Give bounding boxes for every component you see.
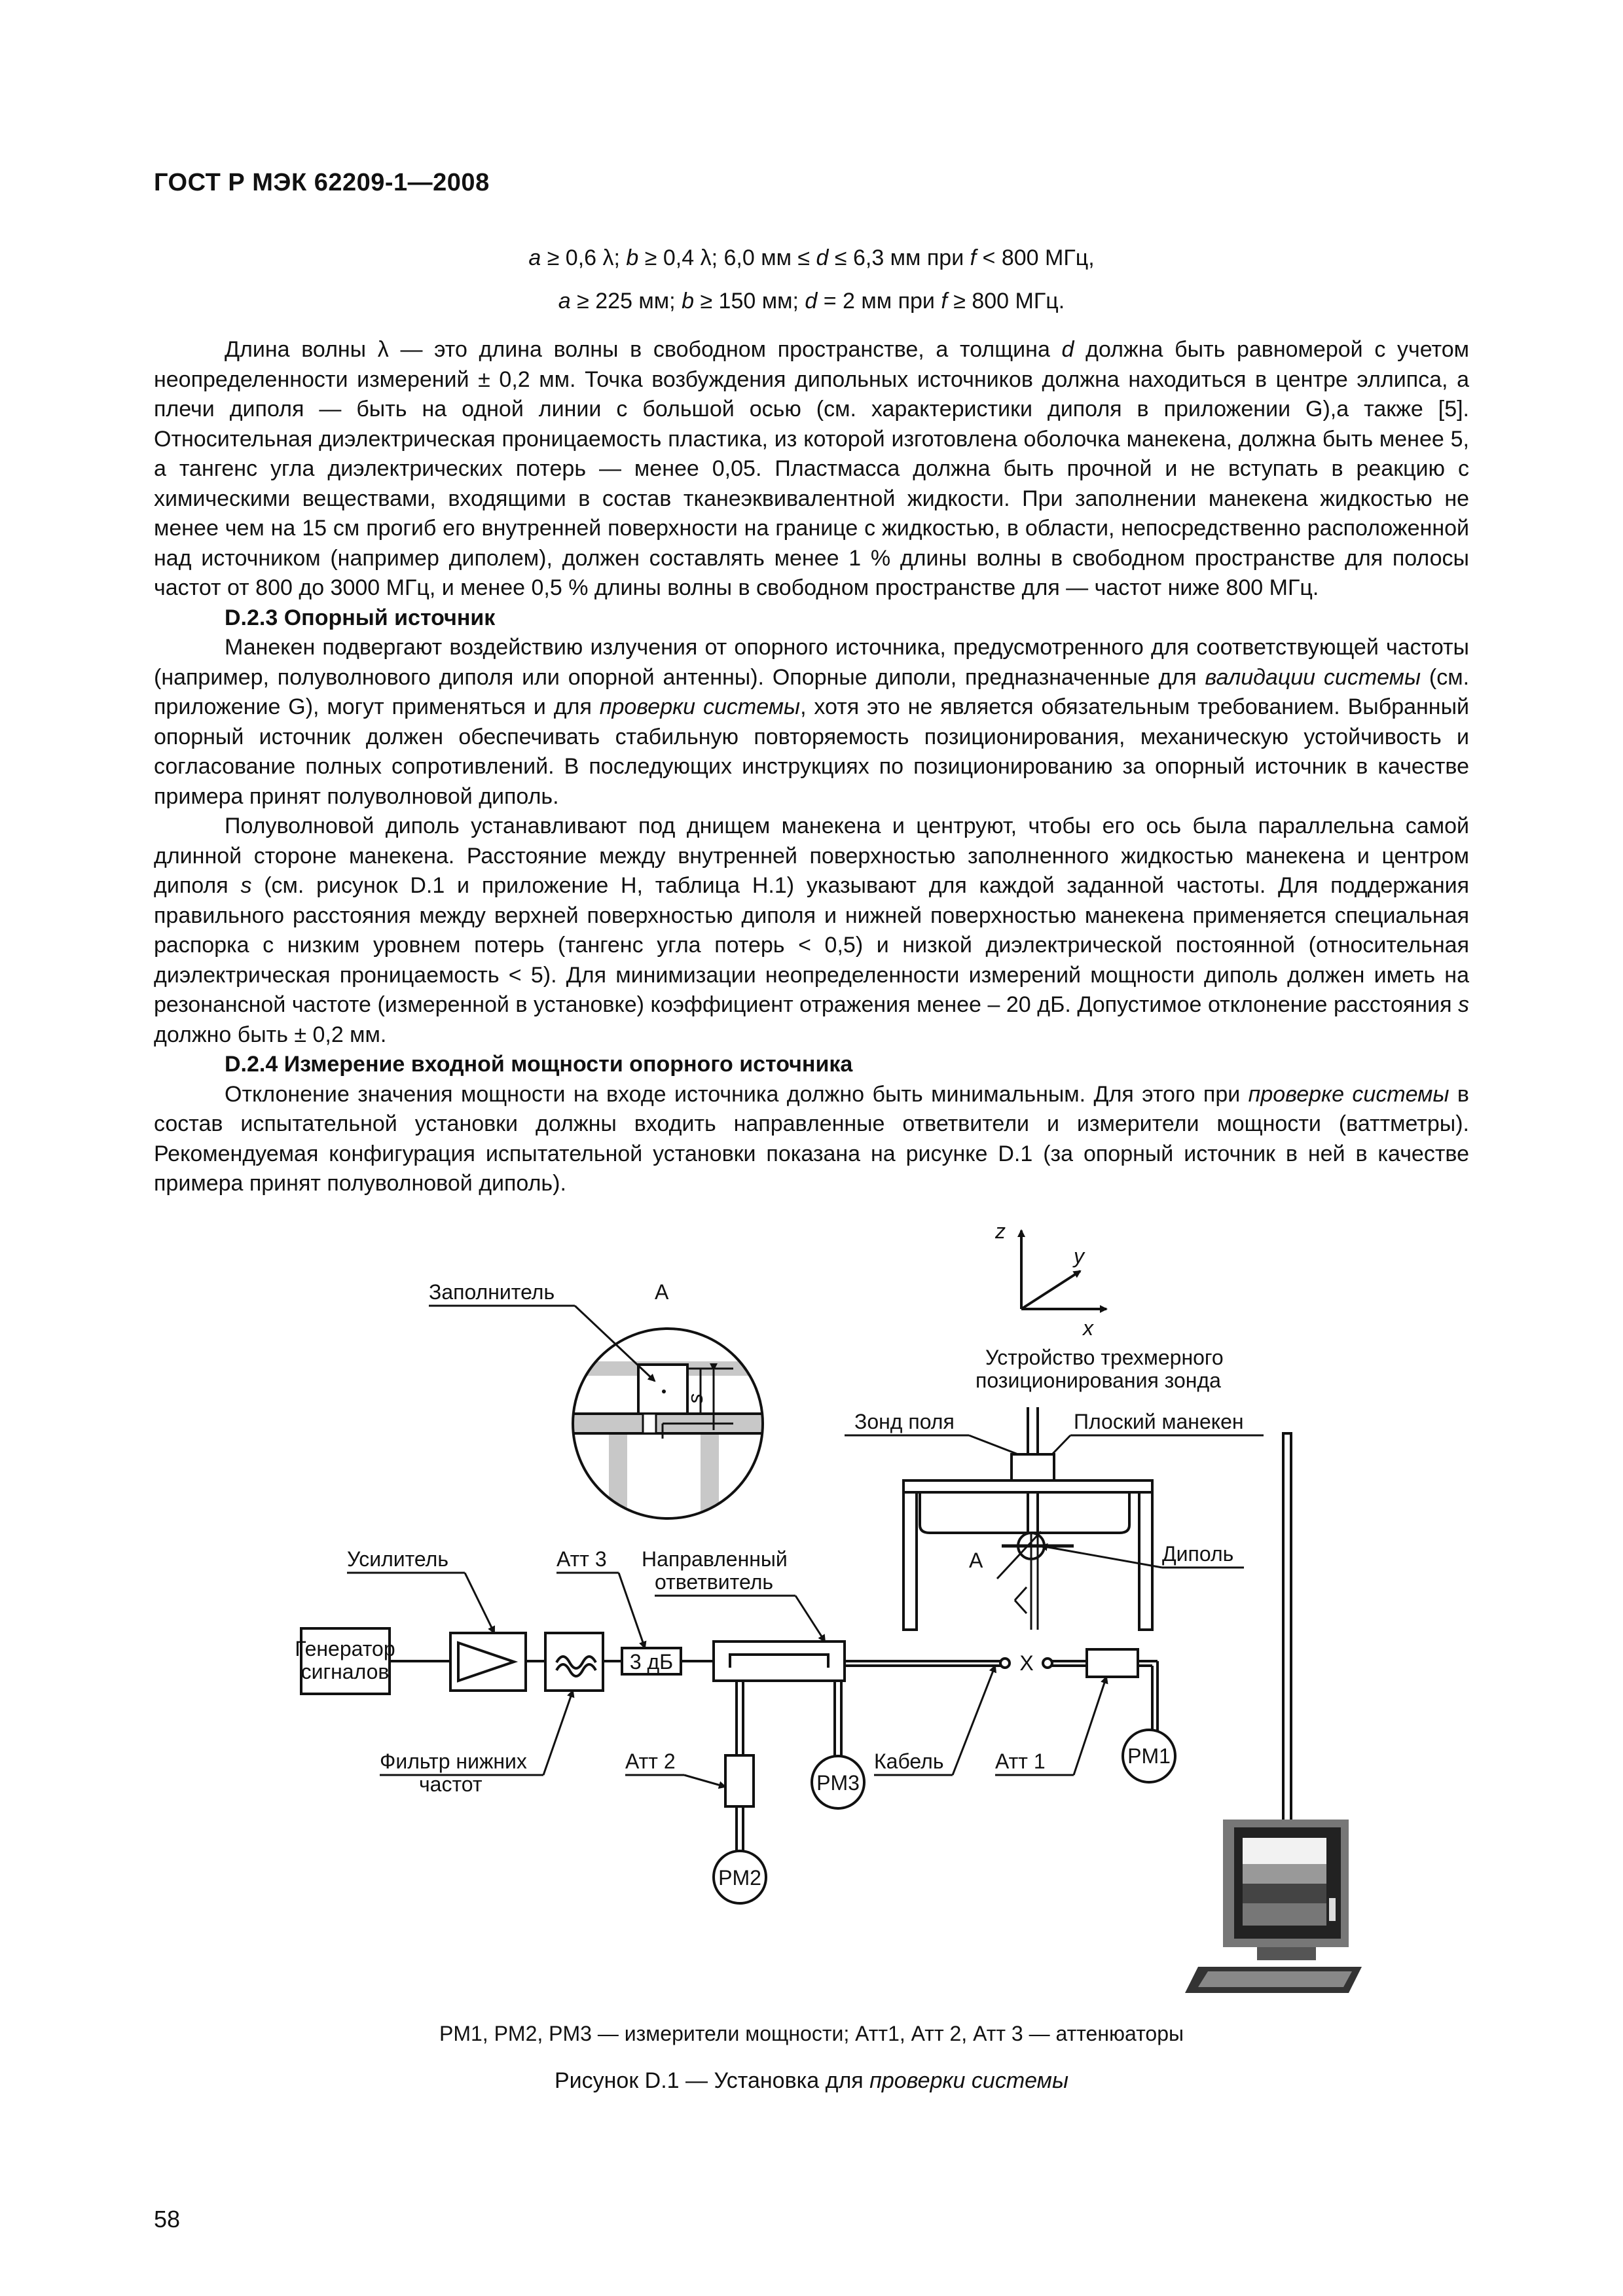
generator-label-line2: сигналов [301,1660,390,1683]
figure-d1-diagram [0,1217,1623,2016]
paragraph-power-measurement: Отклонение значения мощности на входе источника должно быть минимальным. Для этого при проверке системы в состав испытательной установки должны входить направленные ответвители и измерители мощности (ваттметры). Рекомендуемая конфигурация испытательной установки показана на рисунке D.1 (за опорный источник в ней в качестве примера принят полуволновой диполь). [154,1081,1469,1196]
coupler-label-line2: ответвитель [655,1570,774,1594]
section-heading-d23: D.2.3 Опорный источник [225,605,496,630]
generator-label-line1: Генератор [295,1637,395,1660]
flat-phantom-label: Плоский манекен [1074,1410,1244,1433]
att3-label: Атт 3 [556,1547,607,1571]
pm3-label: PM3 [816,1771,860,1795]
coordinate-axes [1021,1230,1106,1309]
dipole-label: Диполь [1162,1542,1234,1566]
positioner-label-line2: позиционирования зонда [976,1369,1221,1392]
att3-value-label: 3 дБ [629,1650,674,1674]
paragraph-dipole-positioning: Полуволновой диполь устанавливают под днищем манекена и центруют, чтобы его ось была параллельна самой длинной стороне манекена. Расстояние между внутренней поверхностью заполненного жидкостью манекена и центром диполя s (см. рисунок D.1 и приложение Н, таблица Н.1) указывают для каждой заданной частоты. Для поддержания правильного расстояния между верхней поверхностью диполя и нижней поверхностью манекена применяется специальная распорка с низким уровнем потерь (тангенс угла потерь < 0,5) и низкой диэлектрической постоянной (относительная диэлектрическая проницаемость < 5). Для минимизации неопределенности измерений мощности диполь должен иметь на резонансной частоте (измеренной в установке) коэффициент отражения менее – 20 дБ. Допустимое отклонение расстояния s должно быть ± 0,2 мм. [154,814,1469,1047]
formula-2: a ≥ 225 мм; b ≥ 150 мм; d = 2 мм при f ≥ 800 МГц. [558,289,1065,314]
positioner-mast [1283,1433,1291,1885]
axis-x-label: x [1083,1316,1093,1340]
section-heading-d24: D.2.4 Измерение входной мощности опорного источника [225,1052,853,1077]
detail-a-label: A [655,1280,669,1304]
lpf-label-line2: частот [419,1772,483,1796]
field-probe-label: Зонд поля [854,1410,955,1433]
x-mark-label: X [1019,1651,1034,1675]
lpf-label-line1: Фильтр нижних [380,1749,527,1773]
formula-1: a ≥ 0,6 λ; b ≥ 0,4 λ; 6,0 мм ≤ d ≤ 6,3 мм при f < 800 МГц, [528,245,1095,270]
amplifier-label: Усилитель [347,1547,448,1571]
paragraph-wavelength: Длина волны λ — это длина волны в свободном пространстве, а толщина d должна быть равномерой с учетом неопределенности измерений ± 0,2 мм. Точка возбуждения дипольных источников должна находиться в центре эллипса, а плечи диполя — быть на одной линии с большой осью (см. характеристики диполя в приложении G),а также [5]. Относительная диэлектрическая проницаемость пластика, из которой изготовлена оболочка манекена, должна быть менее 5, а тангенс угла диэлектрических потерь — менее 0,05. Пластмасса должна быть прочной и не вступать в реакцию с химическими веществами, входящими в состав тканеэквивалентной жидкости. При заполнении манекена жидкостью не менее чем на 15 см прогиб его внутренней поверхности на границе с жидкостью, в области, непосредственно расположенной над источником (например диполем), должен составлять менее 1 % длины волны в свободном пространстве для полосы частот от 800 до 3000 МГц, и менее 0,5 % длины волны в свободном пространстве для — частот ниже 800 МГц. [154,337,1469,600]
axis-y-label: y [1074,1244,1084,1268]
axis-z-label: z [995,1219,1006,1243]
document-header: ГОСТ Р МЭК 62209-1—2008 [154,169,490,196]
paragraph-reference-source: Манекен подвергают воздействию излучения от опорного источника, предусмотренного для соответствующей частоты (например, полуволнового диполя или опорной антенны). Опорные диполи, предназначенные для валидации системы (см. приложение G), могут применяться и для проверки системы, хотя это не является обязательным требованием. Выбранный опорный источник должен обеспечивать стабильную повторяемость позиционирования, механическую устойчивость и согласование полных сопротивлений. В последующих инструкциях по позиционированию за опорный источник в качестве примера принят полуволновой диполь. [154,635,1470,809]
cable-label: Кабель [874,1749,944,1773]
figure-legend: PM1, PM2, PM3 — измерители мощности; Атт1, Атт 2, Атт 3 — аттенюаторы [439,2022,1184,2045]
figure-caption: Рисунок D.1 — Установка для проверки системы [554,2068,1068,2093]
coupler-label-line1: Направленный [642,1547,788,1571]
distance-s-label: s [684,1393,707,1404]
page-number: 58 [154,2206,181,2233]
positioner-label-line1: Устройство трехмерного [985,1346,1224,1369]
detail-a-circle [563,1329,773,1525]
att2-label: Атт 2 [625,1749,676,1773]
pm1-label: PM1 [1127,1744,1171,1768]
att1-label: Атт 1 [995,1749,1046,1773]
filler-label: Заполнитель [429,1280,555,1304]
body-text [154,335,1469,1199]
positioning-table [903,1407,1152,1630]
pm2-label: PM2 [718,1866,761,1890]
computer [1185,1820,1362,1993]
detail-a-marker-label: A [969,1549,983,1572]
